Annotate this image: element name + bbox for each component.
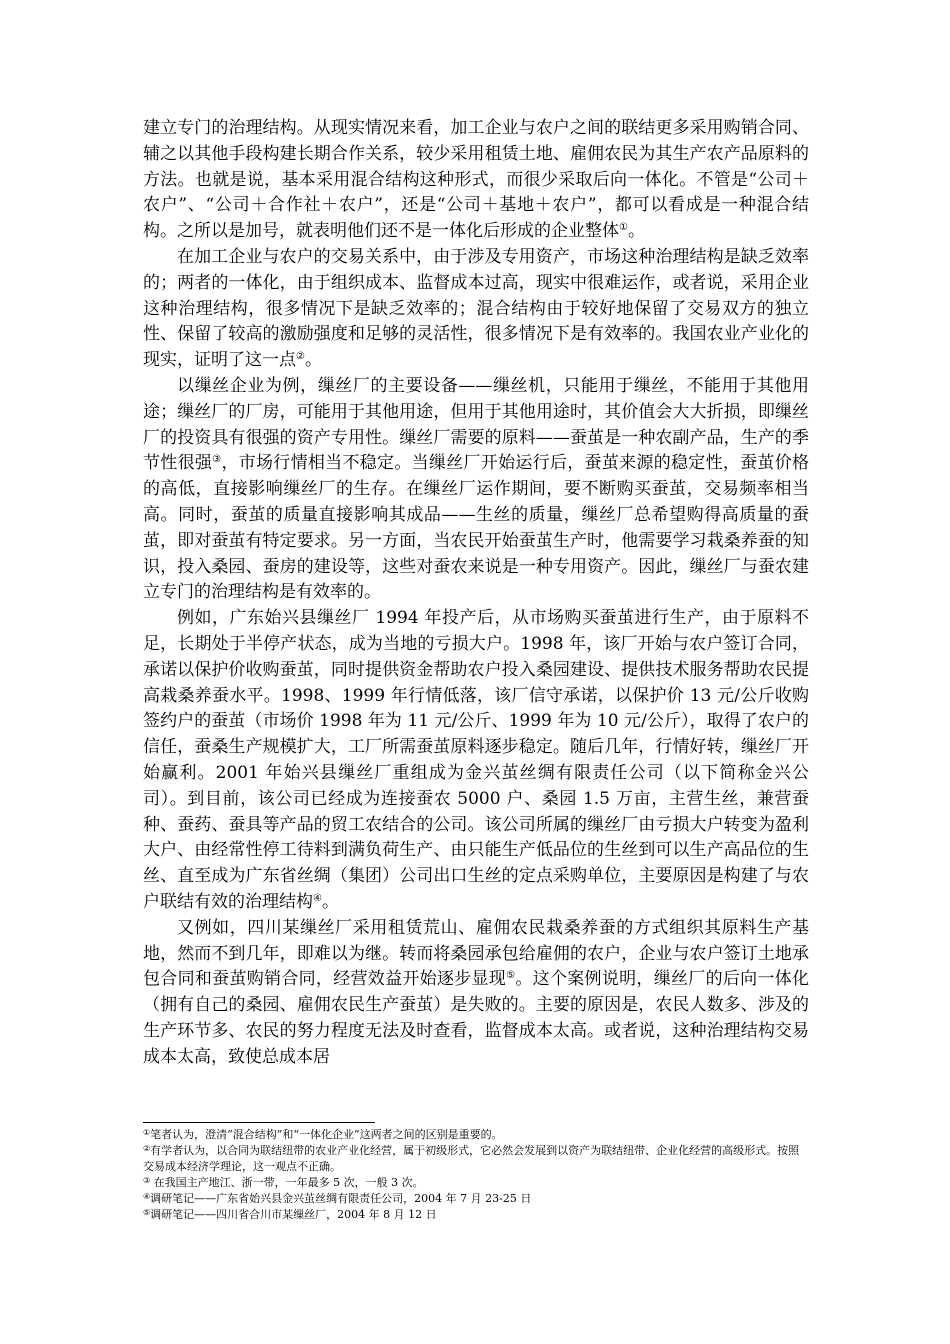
- footnote-mark: ⑤: [143, 1208, 151, 1217]
- paragraph-text: 建立专门的治理结构。从现实情况来看，加工企业与农户之间的联结更多采用购销合同、辅之以其他手段构建长期合作关系，较少采用租赁土地、雇佣农民为其生产农产品原料的方法。也就是说，基本采用混合结构这种形式，而很少采取后向一体化。不管是“公司＋农户”、“公司＋合作社＋农户”，还是“公司＋基地＋农户”，都可以看成是一种混合结构。之所以是加号，就表明他们还不是一体化后形成的企业整体: [143, 118, 809, 242]
- paragraph-3: [143, 374, 809, 606]
- paragraph-text: 又例如，四川某缫丝厂采用租赁荒山、雇佣农民栽桑养蚕的方式组织其原料生产基地，然而不到几年，即难以为继。转而将桑园承包给雇佣的农户，企业与农户签订土地承包合同和蚕茧购销合同，经营效益开始逐步显现: [143, 917, 809, 990]
- footnote-3: [143, 1175, 809, 1191]
- footnote-text: 调研笔记——四川省合川市某缫丝厂，2004 年 8 月 12 日: [150, 1208, 437, 1221]
- footnote-ref-5[interactable]: ⑤: [506, 970, 516, 982]
- footnote-1: [143, 1127, 809, 1143]
- footnote-5: [143, 1207, 809, 1223]
- footnote-ref-2[interactable]: ②: [296, 351, 305, 363]
- paragraph-tail: 。: [321, 891, 339, 912]
- footnote-mark: ①: [143, 1128, 151, 1137]
- footnote-text: 调研笔记——广东省始兴县金兴茧丝绸有限责任公司，2004 年 7 月 23-25 日: [150, 1192, 532, 1205]
- footnote-mark: ③: [143, 1176, 151, 1185]
- footnote-text: 有学者认为，以合同为联结纽带的农业产业化经营，属于初级形式，它必然会发展到以资产为联结纽带、企业化经营的高级形式。按照交易成本经济学理论，这一观点不正确。: [143, 1144, 800, 1173]
- paragraph-text: 在加工企业与农户的交易关系中，由于涉及专用资产，市场这种治理结构是缺乏效率的；两者的一体化，由于组织成本、监督成本过高，现实中很难运作，或者说，采用企业这种治理结构，很多情况下是缺乏效率的；混合结构由于较好地保留了交易双方的独立性、保留了较高的激励强度和足够的灵活性，很多情况下是有效率的。我国农业产业化的现实，证明了这一点: [143, 246, 809, 371]
- paragraph-1: [143, 116, 809, 245]
- footnote-mark: ④: [143, 1192, 151, 1201]
- footnote-divider: [143, 1122, 375, 1123]
- paragraph-5: [143, 916, 809, 1071]
- paragraph-tail: 。: [304, 350, 322, 371]
- paragraph-4: [143, 606, 809, 916]
- paragraph-2: [143, 245, 809, 374]
- paragraph-tail: 。这个案例说明，缫丝厂的后向一体化（拥有自己的桑园、雇佣农民生产蚕茧）是失败的。主要的原因是，农民人数多、涉及的生产环节多、农民的努力程度无法及时查看，监督成本太高。或者说，这种治理结构交易成本太高，致使总成本居: [143, 969, 810, 1067]
- footnote-text: 笔者认为，澄清“混合结构”和“一体化企业”这两者之间的区别是重要的。: [150, 1128, 503, 1141]
- footnote-mark: ②: [143, 1144, 151, 1153]
- footnote-4: [143, 1191, 809, 1207]
- footnote-ref-4[interactable]: ④: [313, 892, 322, 904]
- paragraph-text: 以缫丝企业为例，缫丝厂的主要设备——缫丝机，只能用于缫丝，不能用于其他用途；缫丝厂的厂房，可能用于其他用途，但用于其他用途时，其价值会大大折损，即缫丝厂的投资具有很强的资产专用性。缫丝厂需要的原料——蚕茧是一种农副产品，生产的季节性很强: [143, 375, 809, 474]
- footnote-2: [143, 1143, 809, 1175]
- footnote-ref-1[interactable]: ①: [619, 222, 628, 234]
- footnote-text: 在我国主产地江、浙一带，一年最多 5 次，一般 3 次。: [150, 1176, 424, 1189]
- footnote-ref-3[interactable]: ③: [212, 454, 222, 466]
- paragraph-text: 例如，广东始兴县缫丝厂 1994 年投产后，从市场购买蚕茧进行生产，由于原料不足，长期处于半停产状态，成为当地的亏损大户。1998 年，该厂开始与农户签订合同，承诺以保护价收购蚕茧，同时提供资金帮助农户投入桑园建设、提供技术服务帮助农民提高栽桑养蚕水平。1998、1999 年行情低落，该厂信守承诺，以保护价 13 元/公斤收购签约户的蚕茧（市场价 1998 年为 11 元/公斤、1999 年为 10 元/公斤），取得了农户的信任，蚕桑生产规模扩大，工厂所需蚕茧原料逐步稳定。随后几年，行情好转，缫丝厂开始赢利。2001 年始兴县缫丝厂重组成为金兴茧丝绸有限责任公司（以下简称金兴公司）。到目前，该公司已经成为连接蚕农 5000 户、桑园 1.5 万亩，主营生丝，兼营蚕种、蚕药、蚕具等产品的贸工农结合的公司。该公司所属的缫丝厂由亏损大户转变为盈利大户、由经常性停工待料到满负荷生产、由只能生产低品位的生丝到可以生产高品位的生丝、直至成为广东省丝绸（集团）公司出口生丝的定点采购单位，主要原因是构建了与农户联结有效的治理结构: [143, 608, 809, 912]
- body-text: [143, 116, 809, 1070]
- paragraph-tail: ，市场行情相当不稳定。当缫丝厂开始运行后，蚕茧来源的稳定性，蚕茧价格的高低，直接影响缫丝厂的生存。在缫丝厂运作期间，要不断购买蚕茧，交易频率相当高。同时，蚕茧的质量直接影响其成品——生丝的质量，缫丝厂总希望购得高质量的蚕茧，即对蚕茧有特定要求。另一方面，当农民开始蚕茧生产时，他需要学习栽桑养蚕的知识，投入桑园、蚕房的建设等，这些对蚕农来说是一种专用资产。因此，缫丝厂与蚕农建立专门的治理结构是有效率的。: [143, 453, 810, 603]
- footnotes: [143, 1122, 809, 1223]
- paragraph-tail: 。: [627, 221, 645, 242]
